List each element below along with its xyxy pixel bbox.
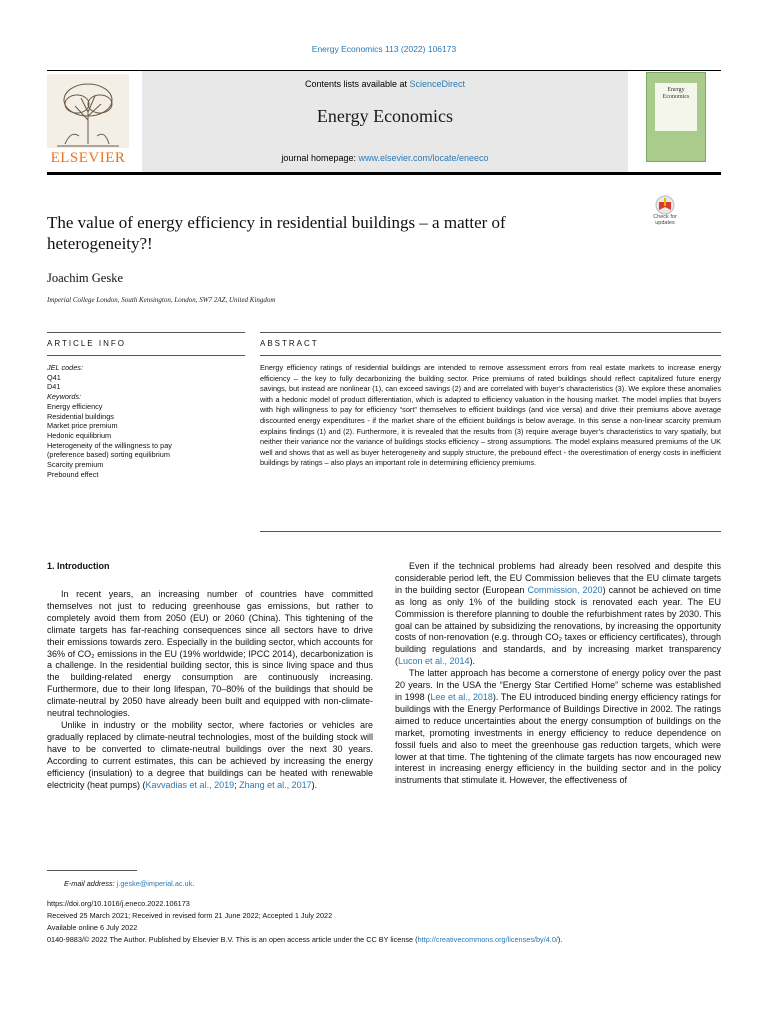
keyword: Hedonic equilibrium bbox=[47, 430, 112, 440]
paragraph-text: Unlike in industry or the mobility sector, where factories or vehicles are gradually replaced by climate-neutral technologies, most of the building stock will have to be converted to climate-neutral buildings over the next 30 years. According to current estimates, this can be achieved by increasing the energy efficiency (insulation) to a degree that buildings can be heated with renewable electricity (heat pumps) ( bbox=[47, 719, 373, 790]
paragraph-text: ) cannot be achieved on time as long as only 1% of the building stock is renovated each year. The EU Commission is therefore planning to double the refurbishment rates by 2030. This goal can be attained by subsidizing the renovations, by increasing the opportunity costs of non-renovation (e.g. through CO₂ taxes or efficiency certificates), through building regulations and standards, and by increasing market transparency ( bbox=[395, 584, 721, 667]
paragraph bbox=[395, 561, 721, 668]
abstract-top-rule bbox=[260, 332, 721, 333]
keyword: Market price premium bbox=[47, 421, 118, 431]
journal-homepage bbox=[142, 153, 628, 163]
contents-prefix: Contents lists available at bbox=[304, 79, 410, 89]
jel-code: D41 bbox=[47, 382, 61, 392]
homepage-link[interactable]: www.elsevier.com/locate/eneeco bbox=[358, 153, 489, 163]
abstract-heading: ABSTRACT bbox=[260, 339, 319, 348]
article-info-heading: ARTICLE INFO bbox=[47, 339, 126, 348]
cover-title: Energy Economics bbox=[655, 83, 697, 131]
article-info-list bbox=[47, 363, 247, 479]
keyword: Residential buildings bbox=[47, 411, 114, 421]
copyright-end: ). bbox=[557, 935, 563, 944]
header-bottom-rule bbox=[47, 172, 721, 175]
paragraph-text: Even if the technical problems had already been resolved and despite this considerable period left, the EU Commission believes that the EU climate targets in the building sector (European bbox=[395, 561, 721, 595]
email-link[interactable]: j.geske@imperial.ac.uk bbox=[116, 879, 193, 888]
keyword: Scarcity premium bbox=[47, 460, 104, 470]
abstract-end-rule bbox=[260, 531, 721, 532]
journal-title[interactable]: Energy Economics bbox=[316, 106, 454, 126]
sciencedirect-link[interactable]: ScienceDirect bbox=[409, 79, 466, 89]
article-title: The value of energy efficiency in residential buildings – a matter of heterogeneity?! bbox=[47, 213, 506, 253]
footnote-rule bbox=[47, 870, 137, 871]
citation-link[interactable]: Lucon et al., 2014 bbox=[398, 656, 470, 667]
received-dates: Received 25 March 2021; Received in revised form 21 June 2022; Accepted 1 July 2022 bbox=[47, 911, 333, 920]
email-end: . bbox=[192, 879, 195, 888]
email-footnote bbox=[64, 879, 194, 888]
article-info-bottom-rule bbox=[47, 355, 245, 356]
email-label: E-mail address: bbox=[64, 879, 117, 888]
available-online: Available online 6 July 2022 bbox=[47, 923, 138, 932]
paragraph-text: The latter approach has become a cornerstone of energy policy over the past 20 years. In the USA the “Energy Star Certified Home” scheme was established in 1998 ( bbox=[395, 668, 721, 702]
citation-link[interactable]: Lee et al., 2018 bbox=[430, 691, 493, 702]
paragraph bbox=[47, 720, 373, 791]
keyword: Energy efficiency bbox=[47, 401, 103, 411]
keyword: Prebound effect bbox=[47, 469, 99, 479]
abstract-text: Energy efficiency ratings of residential buildings are intended to remove assessment errors from real estate markets to increase energy efficiency – the key to fully decarbonizing the building sector. Price premiums of rated buildings should reflect capitalized future energy savings, but instead are nonlinear (1), can exceed savings (2) and are correlated with buyer’s characteristics (3). We explore these anomalies with a hedonic model of product differentiation, which is adapted to efficiency valuation in the housing market. The model implies that buyers with high willingness to pay for efficiency “sort” themselves to efficient buildings (and vice versa) and drive their premiums above average discounted energy expenditures - if the market share of the efficient buildings is below average. In this sense a non-linear scarcity premium explains findings (1) and (2). Furthermore, it is revealed that the results from (3) require average buyer’s characteristics to vary spatially, but neither their variance nor the variance of buildings stocks efficiency – strong assumptions. The model explains measured premiums of the UK well and shows that as well as buyer heterogeneity and supply structure, the prebound effect - the overestimation of energy costs in inefficient buildings by ratings – also plays an important role in determining efficiency premiums. bbox=[260, 363, 721, 468]
body-column-right bbox=[395, 561, 721, 787]
jel-label: JEL codes: bbox=[47, 363, 83, 372]
author-affiliation: Imperial College London, South Kensington, London, SW7 2AZ, United Kingdom bbox=[47, 296, 276, 304]
copyright-text: 0140-9883/© 2022 The Author. Published by Elsevier B.V. This is an open access article under the CC BY license ( bbox=[47, 935, 418, 944]
citation-separator: ; bbox=[234, 779, 240, 790]
keyword: Heterogeneity of the willingness to pay bbox=[47, 440, 172, 450]
doi-link[interactable]: https://doi.org/10.1016/j.eneco.2022.106173 bbox=[47, 899, 190, 908]
article-info-top-rule bbox=[47, 332, 245, 333]
abstract-bottom-rule bbox=[260, 355, 721, 356]
paragraph-text: ). The EU introduced binding energy efficiency ratings for buildings with the Energy Performance of Buildings Directive in 2002. The ratings aimed to reduce uncertainties about the energy consumption of buildings on the market, promoting investments in energy efficiency to reduce dependence on fossil fuels and also to meet the greenhouse gas reduction targets, which were lower at that time. The tightening of the climate targets has now encouraged new interest in increasing energy efficiency in the building sector and in the policy instruments that stimulate it. However, the effectiveness of bbox=[395, 691, 721, 786]
journal-cover-thumbnail[interactable] bbox=[646, 72, 706, 162]
citation-link[interactable]: Zhang et al., 2017 bbox=[239, 779, 312, 790]
body-column-left bbox=[47, 589, 373, 791]
contents-line bbox=[142, 79, 628, 89]
paragraph-end: ). bbox=[311, 779, 318, 790]
elsevier-wordmark[interactable]: ELSEVIER bbox=[50, 150, 126, 166]
jel-code: Q41 bbox=[47, 372, 61, 382]
homepage-label: journal homepage: bbox=[281, 153, 359, 163]
keywords-label: Keywords: bbox=[47, 392, 82, 402]
check-for-updates-label[interactable]: Check for updates bbox=[653, 214, 677, 226]
paragraph: In recent years, an increasing number of countries have committed themselves not just to reducing greenhouse gas emissions, but rather to completely avoid them from 2050 (EU) or 2060 (China). This tightening of the climate targets has far-reaching consequences since all sectors have to drive their emissions towards zero. Especially in the building sector, which accounts for 36% of CO₂ emissions in the EU (19% worldwide; IPCC 2014), decarbonization is a challenge. In the residential building sector, this is since living space and thus the building-related energy consumption are continuously increasing. Furthermore, due to their long lifespan, 70–80% of the buildings that should be climate-neutral by 2050 have already been built and equipped with non-climate-neutral technologies. bbox=[47, 589, 373, 719]
introduction-heading: 1. Introduction bbox=[47, 561, 110, 571]
journal-citation[interactable]: Energy Economics 113 (2022) 106173 bbox=[311, 44, 457, 54]
copyright-line bbox=[47, 935, 727, 944]
citation-link[interactable]: Commission, 2020 bbox=[527, 584, 603, 595]
paragraph-end: ). bbox=[469, 656, 476, 667]
author-name: Joachim Geske bbox=[47, 271, 124, 285]
license-link[interactable]: http://creativecommons.org/licenses/by/4.0/ bbox=[417, 935, 558, 944]
paragraph bbox=[395, 668, 721, 787]
citation-link[interactable]: Kavvadias et al., 2019 bbox=[145, 779, 235, 790]
keyword: (preference based) sorting equilibrium bbox=[47, 450, 170, 460]
